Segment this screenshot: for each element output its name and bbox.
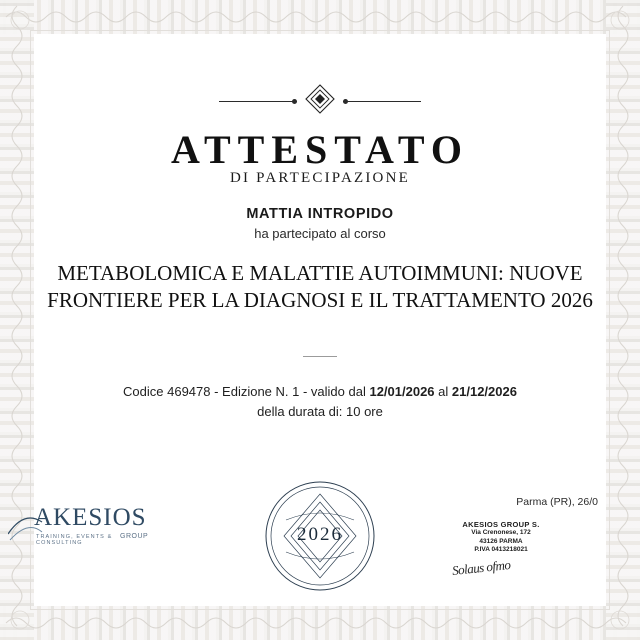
valid-to-date: 21/12/2026 <box>451 384 517 399</box>
crest-rule-left <box>219 101 297 102</box>
logo-tagline: TRAINING, EVENTS & CONSULTING <box>36 534 113 546</box>
course-title <box>42 260 598 314</box>
course-code-line <box>34 384 606 399</box>
company-details <box>406 520 596 555</box>
ornamental-border-bottom <box>0 606 640 640</box>
code-prefix: Codice 469478 - Edizione N. 1 - valido dal <box>123 384 370 399</box>
page-subtitle: DI PARTECIPAZIONE <box>230 170 410 186</box>
logo-name: AKESIOS <box>34 504 147 531</box>
course-title-line-2: FRONTIERE PER LA DIAGNOSI E IL TRATTAMENTO 2026 <box>47 288 593 312</box>
crest-diamond-icon <box>303 82 337 121</box>
crest-ornament <box>34 82 606 121</box>
company-address-line-2: 43126 PARMA <box>479 537 523 545</box>
page-title: ATTESTATO <box>171 127 469 172</box>
valid-from-date: 12/01/2026 <box>369 384 435 399</box>
place-and-date: Parma (PR), 26/0 <box>516 496 598 508</box>
company-name: AKESIOS GROUP S. <box>462 520 540 529</box>
participation-text: ha partecipato al corso <box>254 226 386 241</box>
ornamental-border-top <box>0 0 640 34</box>
signature-block <box>452 558 572 588</box>
recipient-name: MATTIA INTROPIDO <box>246 206 394 222</box>
ornamental-border-right <box>606 0 640 640</box>
course-duration: della durata di: 10 ore <box>257 404 383 419</box>
logo-group-label: GROUP <box>120 533 149 540</box>
akesios-logo <box>8 504 158 558</box>
company-vat: P.IVA 0413218021 <box>474 546 528 553</box>
code-middle: al <box>434 384 452 399</box>
course-title-line-1: METABOLOMICA E MALATTIE AUTOIMMUNI: NUOVE <box>57 261 583 285</box>
certificate-body <box>34 34 606 606</box>
seal-year: 2026 <box>297 524 343 545</box>
crest-rule-right <box>343 101 421 102</box>
seal-emblem <box>264 480 376 592</box>
company-address-line-1: Via Crenonese, 172 <box>471 529 531 536</box>
signature-text: Solaus ofmo <box>451 556 511 579</box>
divider-rule <box>303 356 337 357</box>
